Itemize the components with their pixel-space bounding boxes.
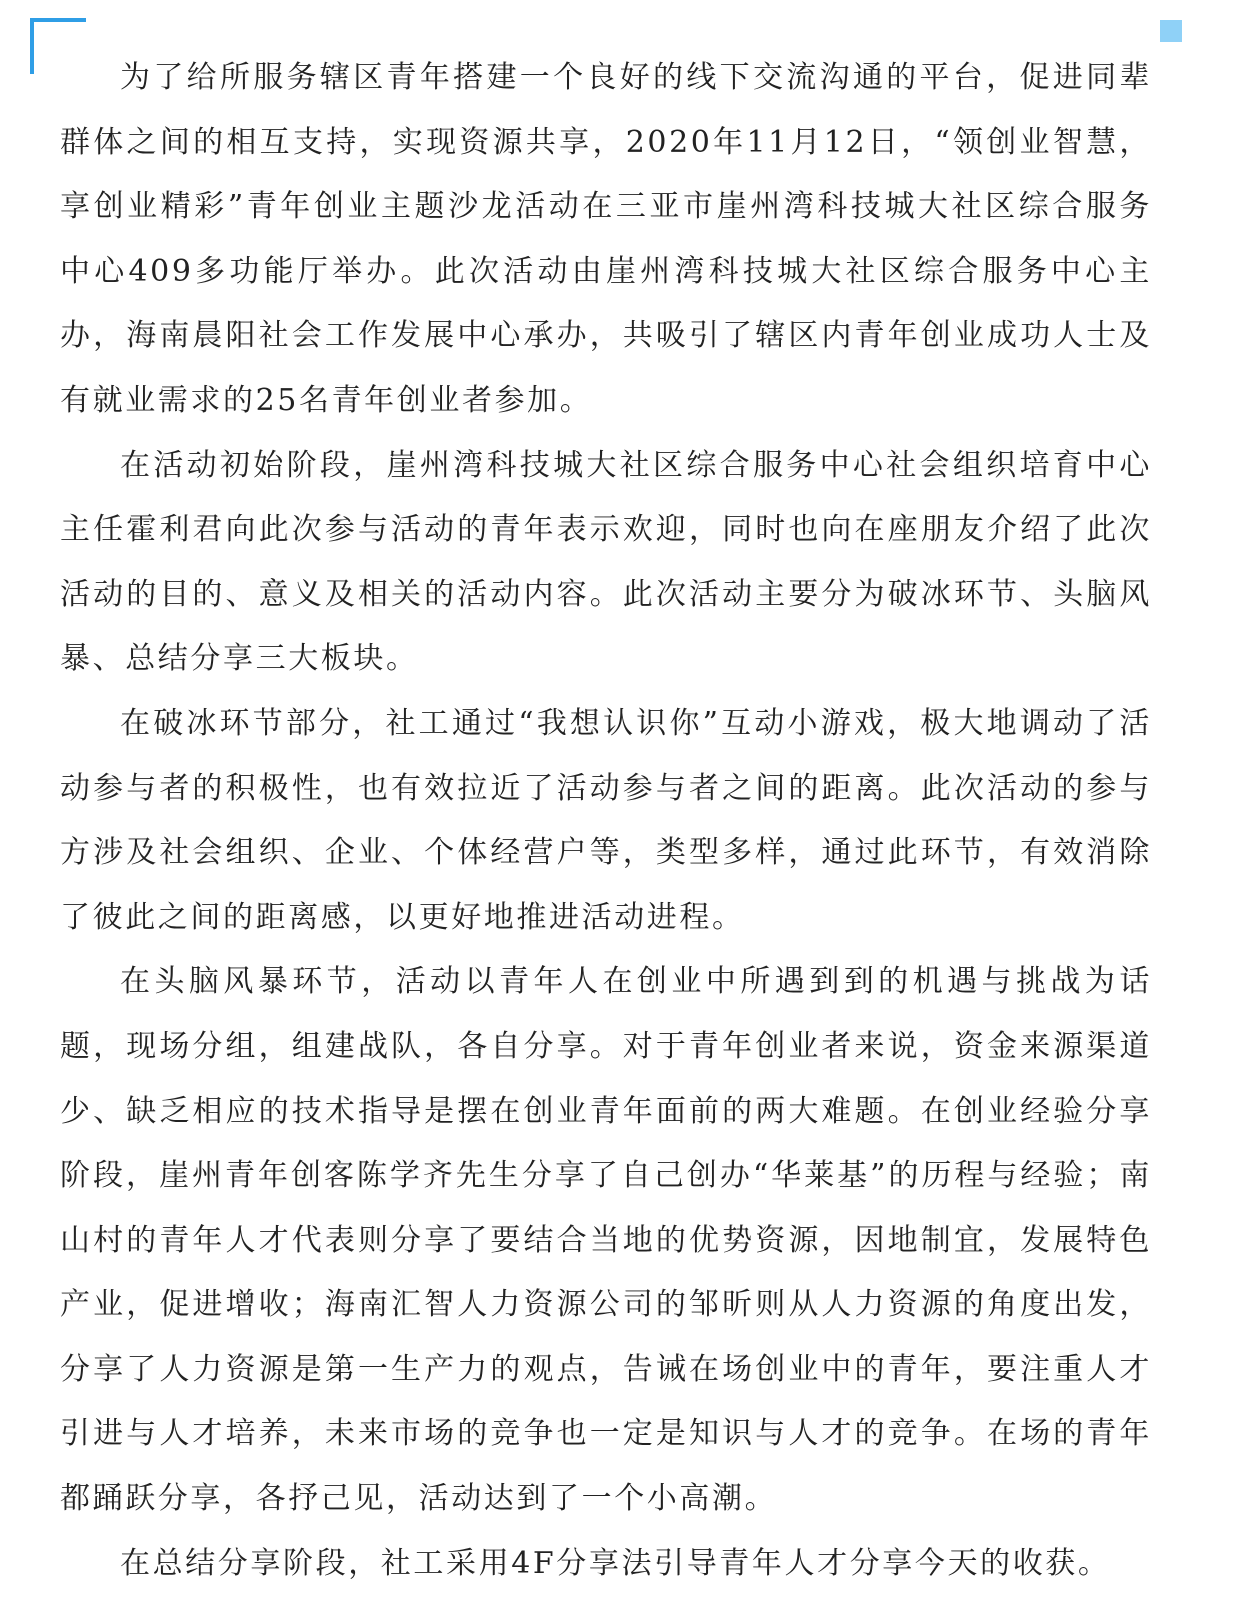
paragraph-brainstorm: 在头脑风暴环节，活动以青年人在创业中所遇到到的机遇与挑战为话题，现场分组，组建战队，各自分享。对于青年创业者来说，资金来源渠道少、缺乏相应的技术指导是摆在创业青年面前的两大难题。在创业经验分享阶段，崖州青年创客陈学齐先生分享了自己创办“华莱基”的历程与经验；南山村的青年人才代表则分享了要结合当地的优势资源，因地制宜，发展特色产业，促进增收；海南汇智人力资源公司的邹昕则从人力资源的角度出发，分享了人力资源是第一生产力的观点，告诫在场创业中的青年，要注重人才引进与人才培养，未来市场的竞争也一定是知识与人才的竞争。在场的青年都踊跃分享，各抒己见，活动达到了一个小高潮。 xyxy=(60,964,1152,1517)
paragraph-icebreaker: 在破冰环节部分，社工通过“我想认识你”互动小游戏，极大地调动了活动参与者的积极性，也有效拉近了活动参与者之间的距离。此次活动的参与方涉及社会组织、企业、个体经营户等，类型多样，通过此环节，有效消除了彼此之间的距离感，以更好地推进活动进程。 xyxy=(60,705,1152,935)
article-body xyxy=(60,46,1152,1596)
paragraph-intro: 为了给所服务辖区青年搭建一个良好的线下交流沟通的平台，促进同辈群体之间的相互支持，实现资源共享，2020年11月12日，“领创业智慧，享创业精彩”青年创业主题沙龙活动在三亚市崖州湾科技城大社区综合服务中心409多功能厅举办。此次活动由崖州湾科技城大社区综合服务中心主办，海南晨阳社会工作发展中心承办，共吸引了辖区内青年创业成功人士及有就业需求的25名青年创业者参加。 xyxy=(60,60,1152,418)
paragraph-summary: 在总结分享阶段，社工采用4F分享法引导青年人才分享今天的收获。 xyxy=(120,1545,1111,1581)
corner-square-decoration xyxy=(1160,20,1182,42)
paragraph-opening-stage: 在活动初始阶段，崖州湾科技城大社区综合服务中心社会组织培育中心主任霍利君向此次参与活动的青年表示欢迎，同时也向在座朋友介绍了此次活动的目的、意义及相关的活动内容。此次活动主要分为破冰环节、头脑风暴、总结分享三大板块。 xyxy=(60,447,1152,677)
